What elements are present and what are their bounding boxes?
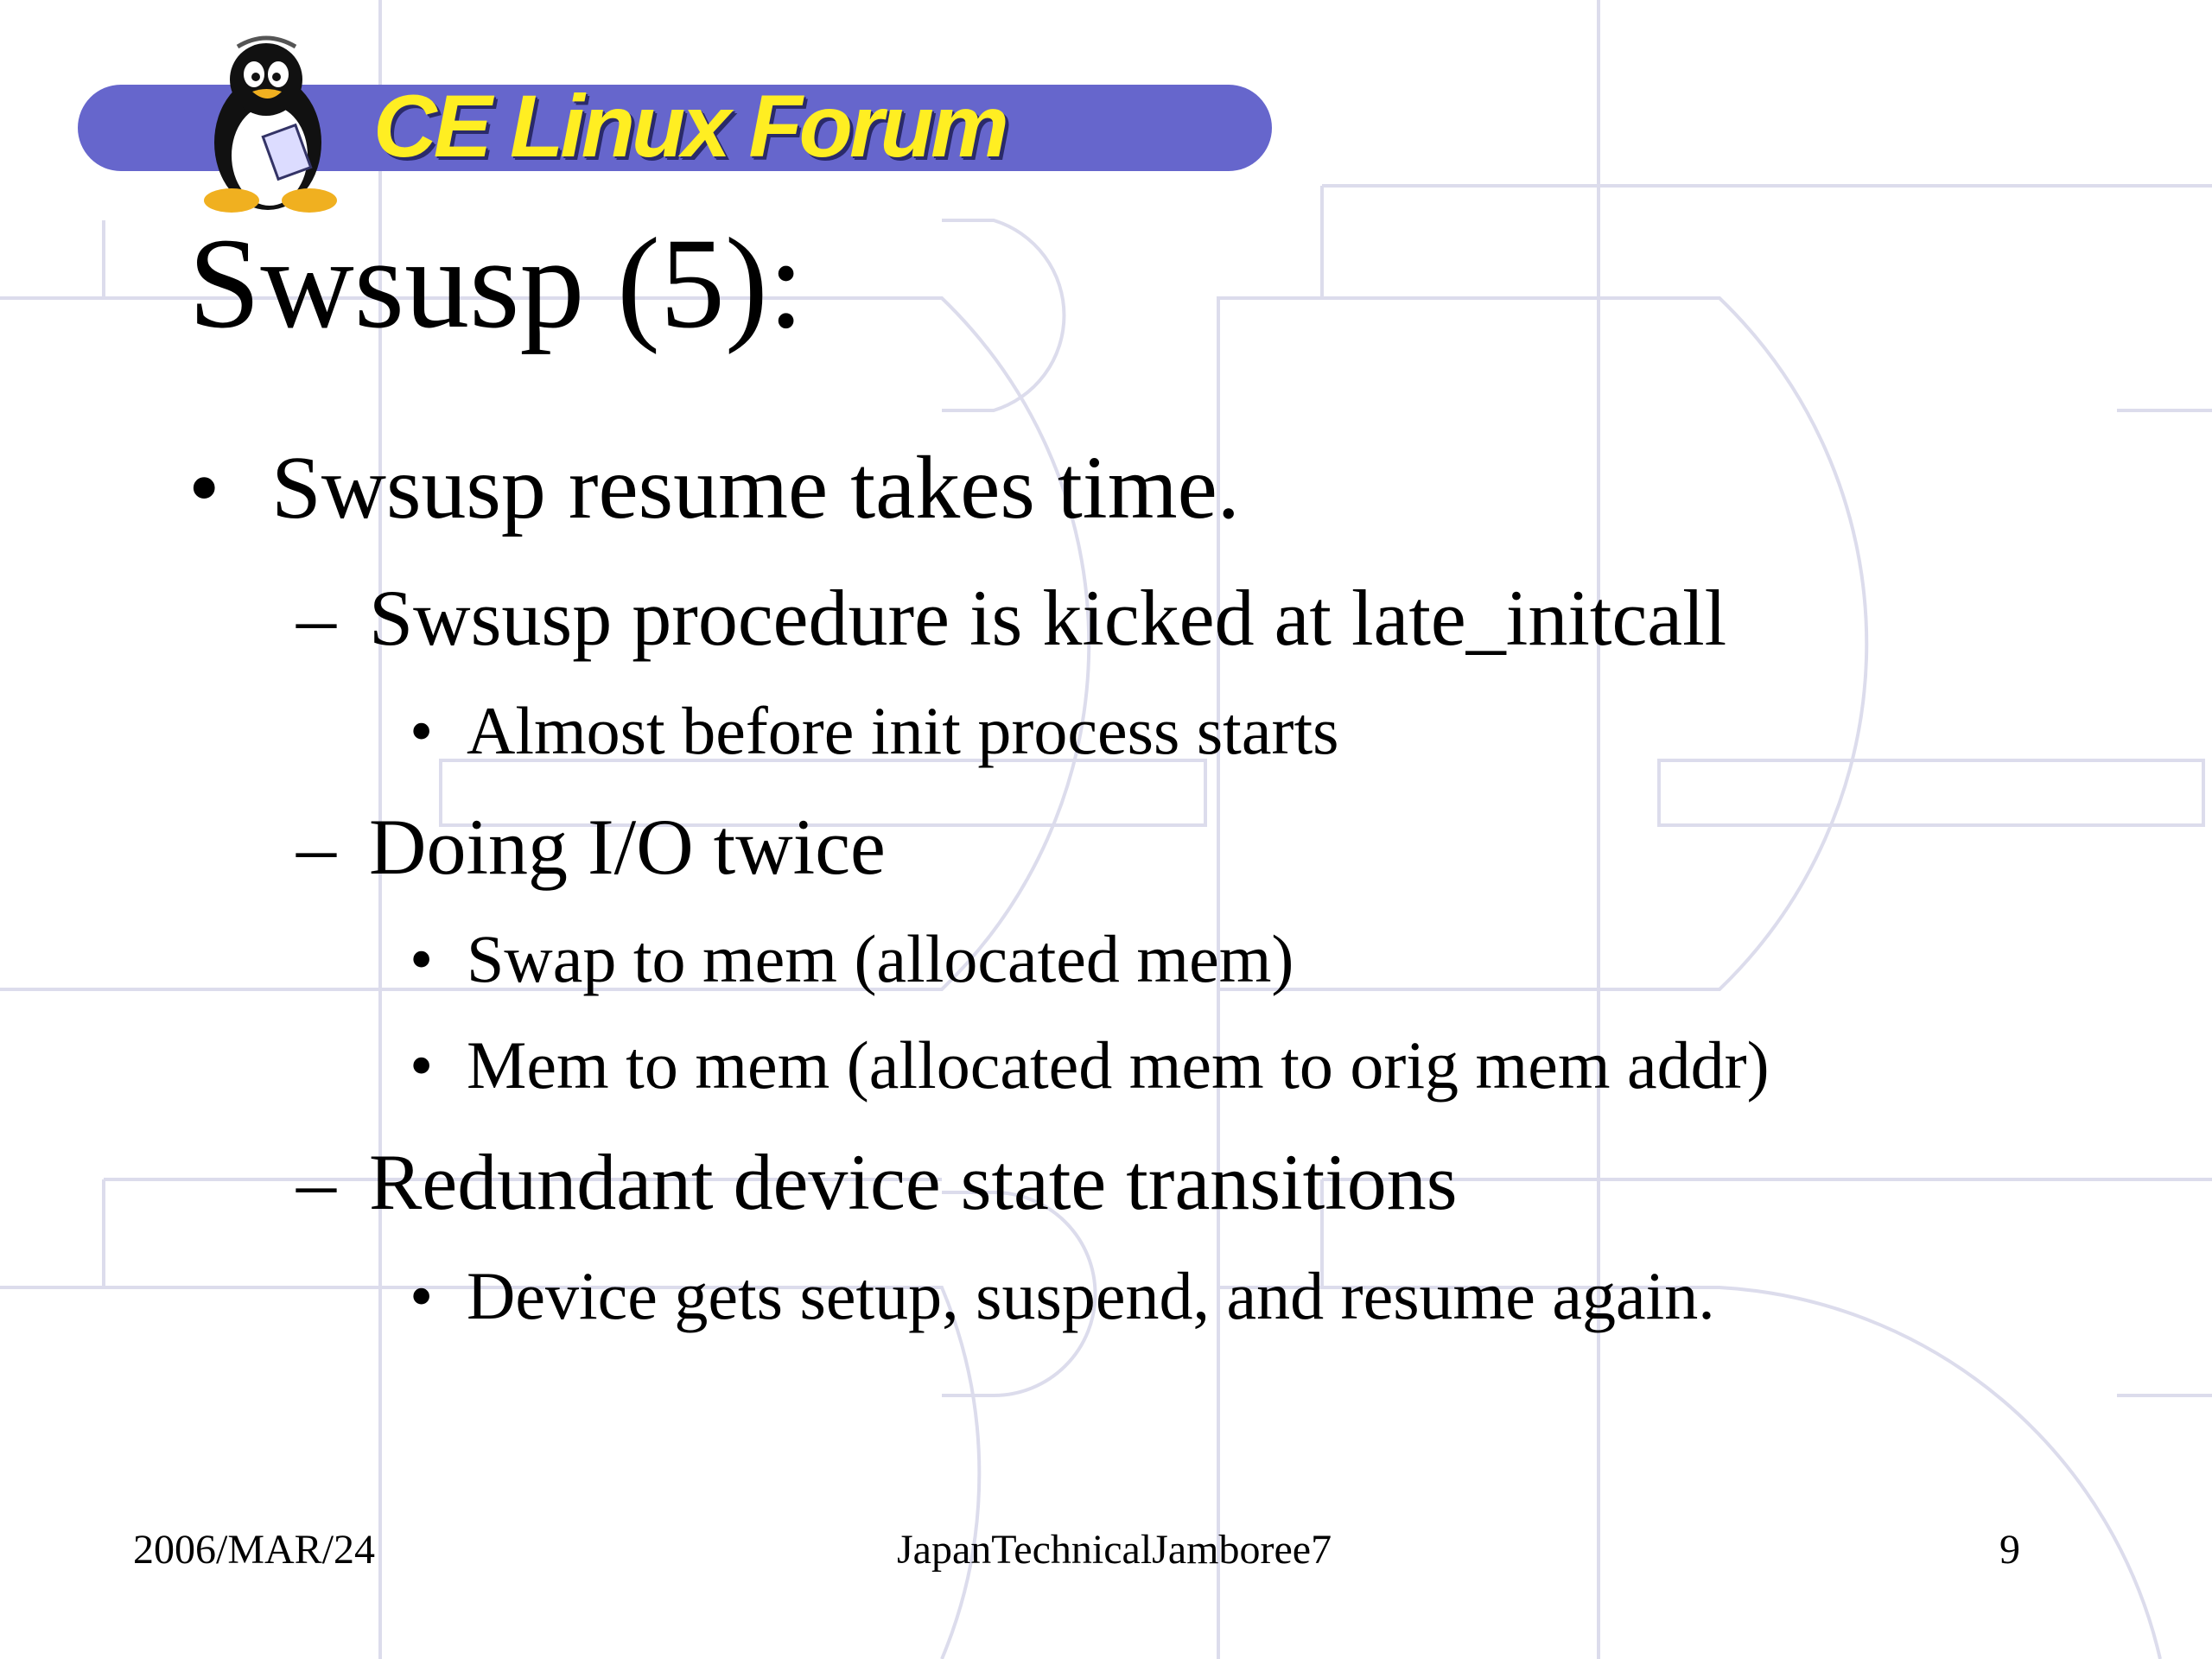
- bullet-text: Almost before init process starts: [467, 693, 1339, 768]
- bullet-marker: •: [410, 1027, 434, 1103]
- bullet-text: Mem to mem (allocated mem to orig mem addr): [467, 1027, 1770, 1103]
- bullet-marker: •: [188, 438, 220, 537]
- penguin-icon: [190, 35, 346, 216]
- bullet-text: Device gets setup, suspend, and resume again.: [467, 1258, 1715, 1333]
- bullet-marker: •: [410, 693, 434, 768]
- bullet-text: Redundant device state transitions: [369, 1138, 1458, 1226]
- bullet-text: Swap to mem (allocated mem): [467, 921, 1294, 996]
- bullet-text: Swsusp resume takes time.: [271, 438, 1240, 537]
- footer-page-number: 9: [1999, 1527, 2020, 1573]
- bullet-marker: •: [410, 1258, 434, 1333]
- banner-title: CE Linux Forum: [373, 77, 1006, 175]
- bullet-text: Doing I/O twice: [369, 803, 886, 891]
- bullet-marker: –: [296, 1138, 336, 1226]
- footer-date: 2006/MAR/24: [133, 1527, 376, 1573]
- footer-event: JapanTechnicalJamboree7: [897, 1527, 1332, 1573]
- bullet-marker: •: [410, 921, 434, 996]
- bullet-marker: –: [296, 803, 336, 891]
- slide-title: Swsusp (5):: [188, 212, 804, 355]
- header-banner: [0, 0, 1296, 216]
- bullet-marker: –: [296, 574, 336, 662]
- bullet-text: Swsusp procedure is kicked at late_initcall: [369, 574, 1727, 662]
